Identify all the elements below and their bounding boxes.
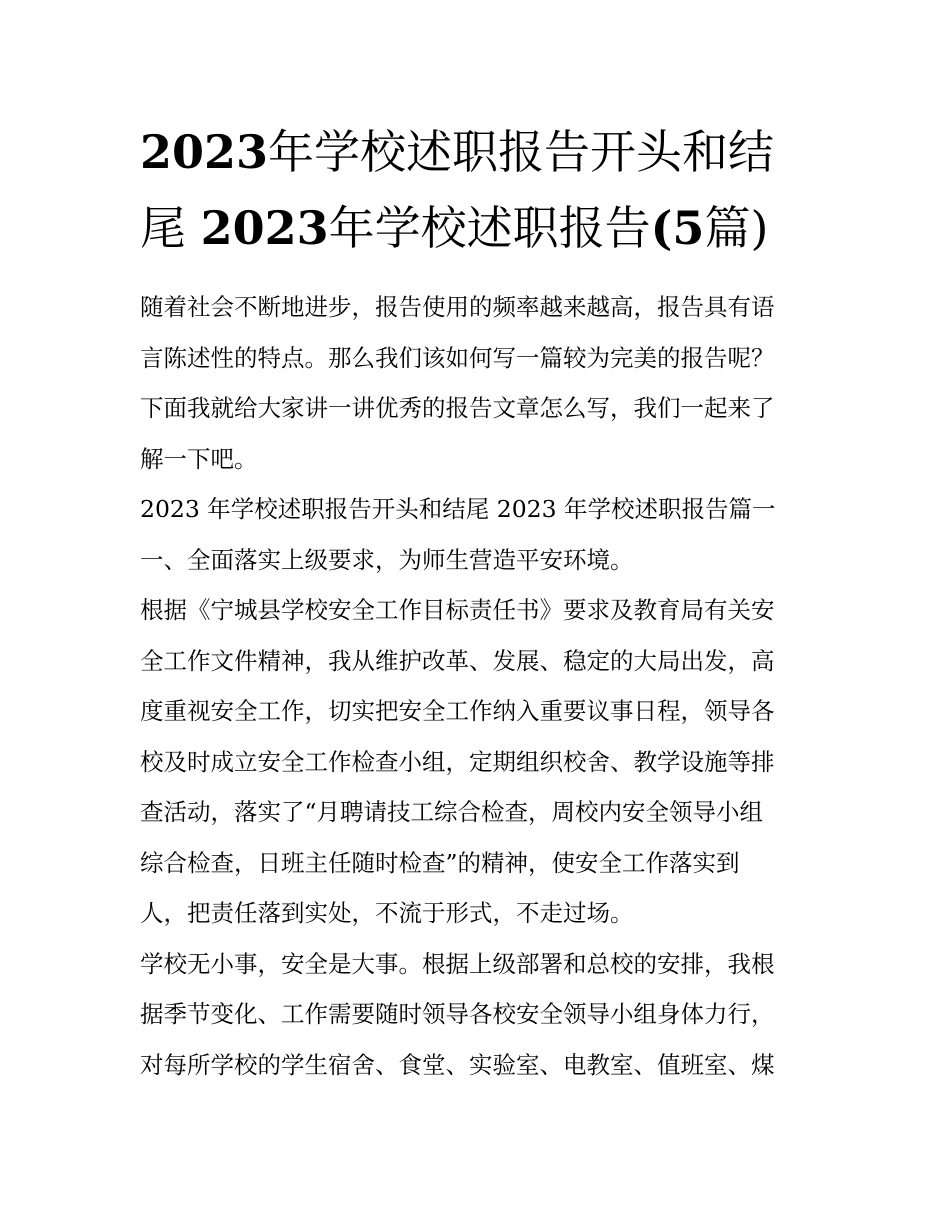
title-text: 年学校述职报告开头和结	[268, 125, 775, 179]
title-year: 2023	[200, 201, 329, 255]
body-line: 根据《宁城县学校安全工作目标责任书》要求及教育局有关安	[140, 596, 775, 624]
body-line: 综合检查，日班主任随时检查”的精神，使安全工作落实到	[140, 848, 740, 877]
document-body	[140, 282, 820, 1090]
body-line: 随着社会不断地进步，报告使用的频率越来越高，报告具有语	[140, 293, 775, 321]
title-text: 尾	[140, 201, 201, 255]
title-text: 篇)	[704, 201, 769, 255]
body-line: 据季节变化、工作需要随时领导各校安全领导小组身体力行，	[140, 1000, 775, 1028]
title-text: 年学校述职报告	[328, 201, 651, 255]
document-title	[140, 114, 820, 266]
body-line: 下面我就给大家讲一讲优秀的报告文章怎么写，我们一起来了	[140, 394, 775, 422]
title-year: 2023	[140, 125, 269, 179]
body-line: 校及时成立安全工作检查小组，定期组织校舍、教学设施等排	[140, 747, 775, 776]
body-line: 一、全面落实上级要求，为师生营造平安环境。	[140, 545, 634, 574]
body-line: 全工作文件精神，我从维护改革、发展、稳定的大局出发，高	[140, 646, 775, 675]
section-heading: 2023 年学校述职报告开头和结尾 2023 年学校述职报告篇一	[140, 495, 776, 523]
body-line: 查活动，落实了“月聘请技工综合检查，周校内安全领导小组	[140, 798, 764, 826]
title-line-1	[140, 114, 820, 190]
title-line-2	[140, 190, 820, 266]
body-line: 解一下吧。	[140, 444, 258, 473]
body-line: 度重视安全工作，切实把安全工作纳入重要议事日程，领导各	[140, 697, 775, 725]
body-line: 学校无小事，安全是大事。根据上级部署和总校的安排，我根	[140, 949, 775, 978]
body-line: 言陈述性的特点。那么我们该如何写一篇较为完美的报告呢？	[140, 343, 775, 372]
body-line: 人，把责任落到实处，不流于形式，不走过场。	[140, 899, 634, 927]
body-line: 对每所学校的学生宿舍、食堂、实验室、电教室、值班室、煤	[140, 1050, 775, 1079]
title-count: (5	[650, 201, 705, 255]
